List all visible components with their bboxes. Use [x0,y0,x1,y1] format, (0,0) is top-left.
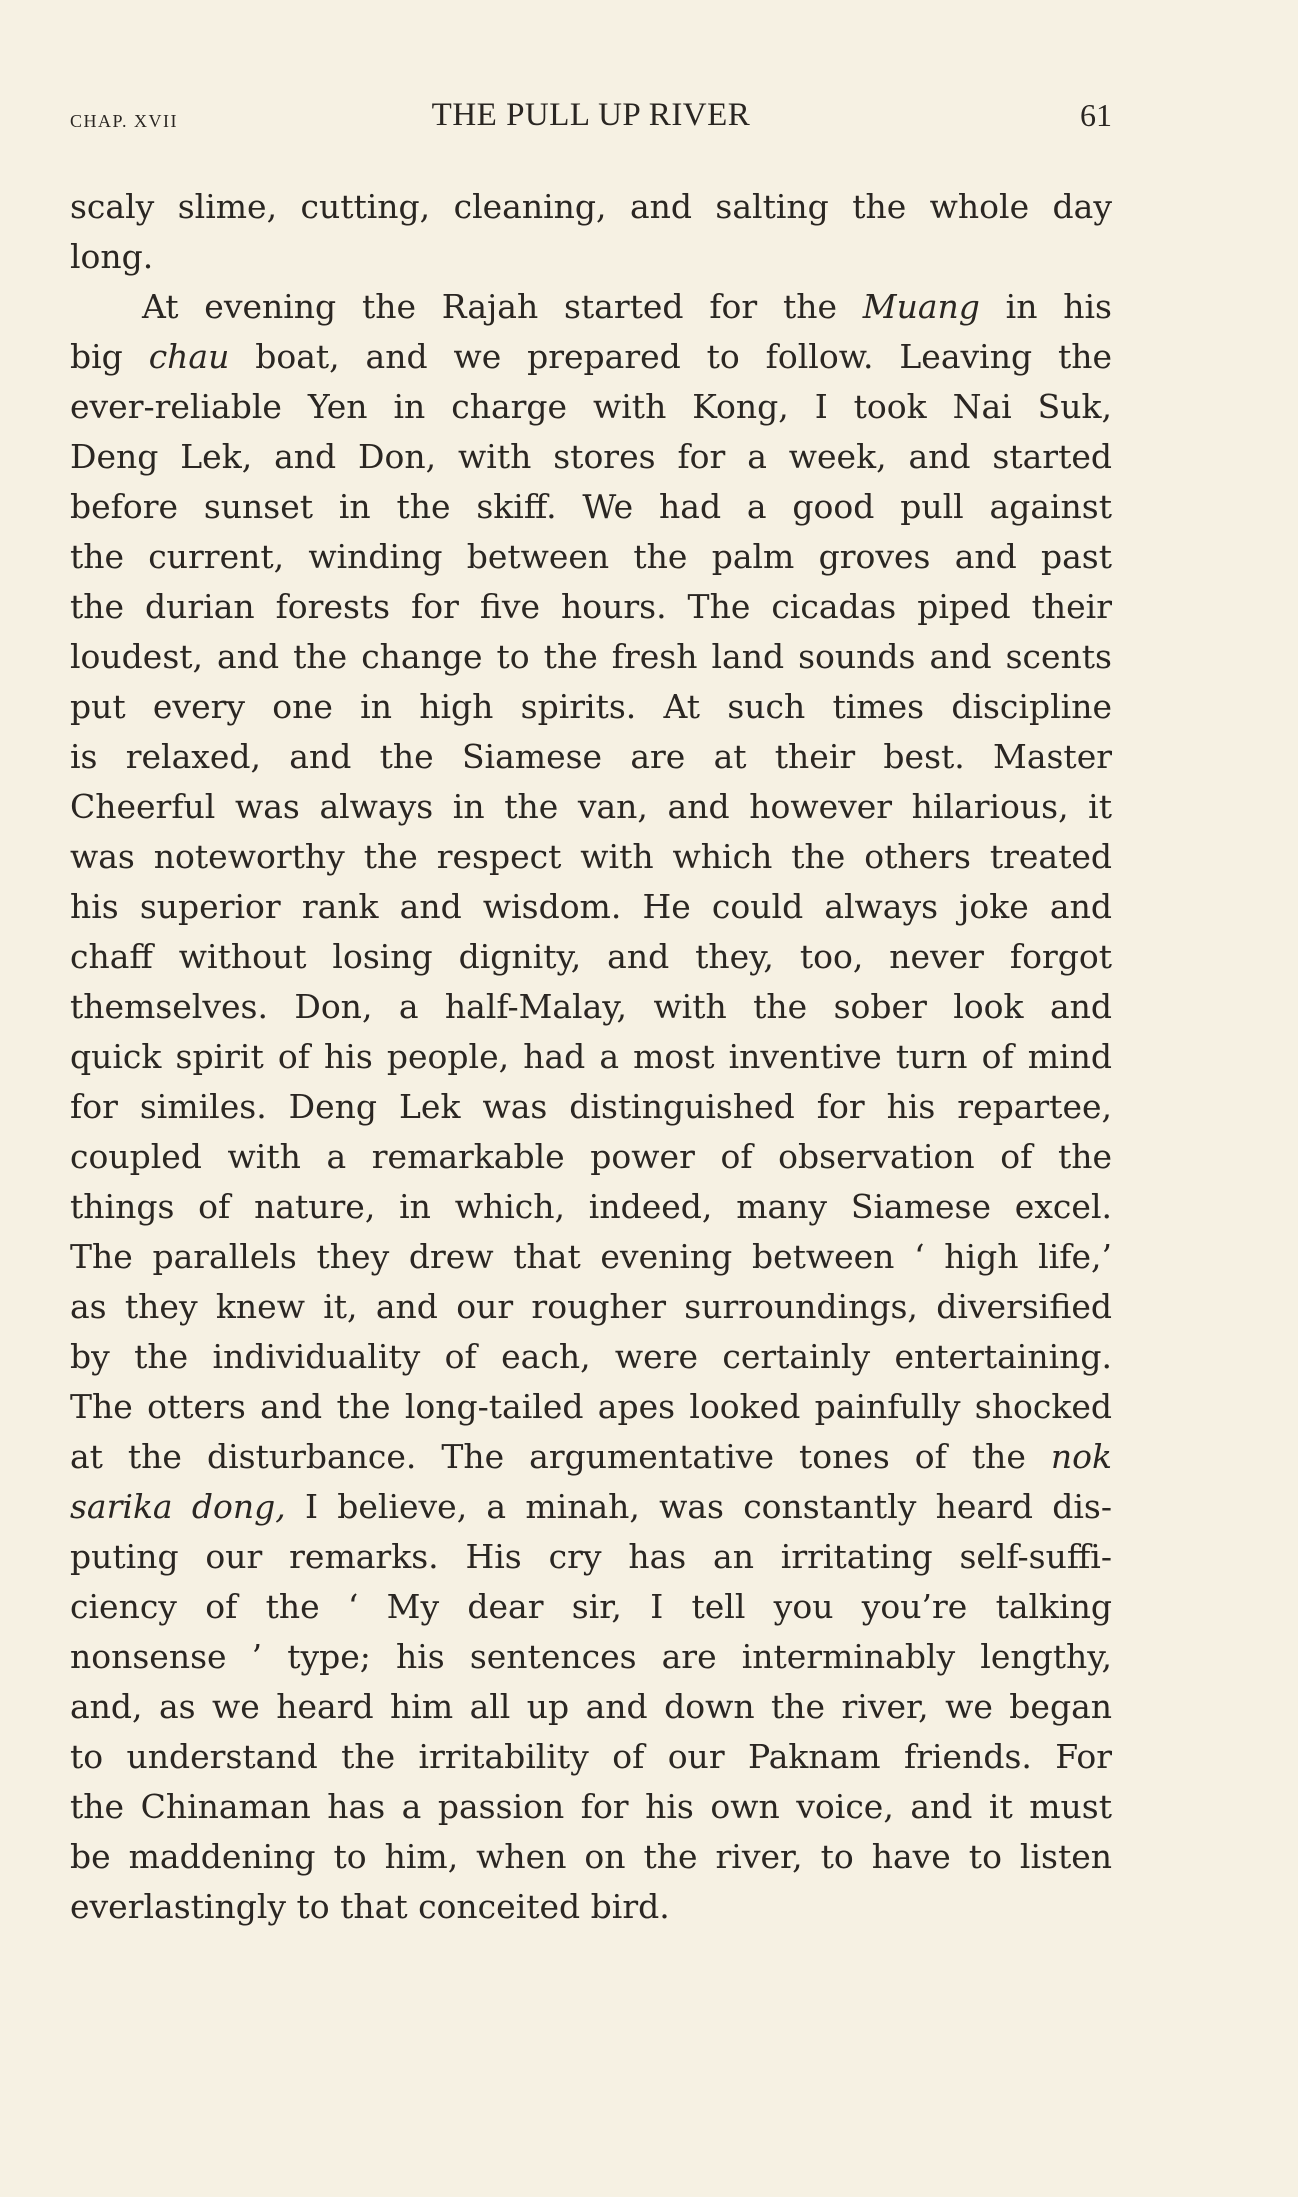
italic-text: Muang [862,287,980,326]
text-segment: themselves. Don, a half-Malay, with the sober look and [70,987,1112,1026]
text-line [70,932,1112,982]
text-line [70,232,1112,282]
running-head [70,97,1112,141]
body-text [70,182,1112,1932]
text-line [70,1232,1112,1282]
text-line [70,1132,1112,1182]
text-line [70,1382,1112,1432]
text-line [70,1482,1112,1532]
text-segment: loudest, and the change to the fresh land sounds and scents [70,637,1112,676]
text-line [70,1282,1112,1332]
text-line [70,1432,1112,1482]
text-segment: ever-reliable Yen in charge with Kong, I took Nai Suk, [70,387,1112,426]
text-segment: big [70,337,149,376]
text-line [70,382,1112,432]
text-line [70,682,1112,732]
text-line [70,1582,1112,1632]
text-segment: chaff without losing dignity, and they, too, never forgot [70,937,1112,976]
text-line [70,1332,1112,1382]
text-segment: before sunset in the skiff. We had a good pull against [70,487,1112,526]
text-line [70,332,1112,382]
text-segment: in his [979,287,1112,326]
text-segment: put every one in high spirits. At such times discipline [70,687,1112,726]
text-segment: The parallels they drew that evening between ‘ high life,’ [70,1237,1112,1276]
italic-text: chau [148,337,230,376]
text-segment: everlastingly to that conceited bird. [70,1887,670,1926]
text-segment: was noteworthy the respect with which the others treated [70,837,1112,876]
text-segment: and, as we heard him all up and down the river, we began [70,1687,1112,1726]
text-segment: the Chinaman has a passion for his own voice, and it must [70,1787,1112,1826]
text-line [70,432,1112,482]
text-line [70,782,1112,832]
text-segment: I believe, a minah, was constantly heard dis- [285,1487,1112,1526]
text-line [70,1032,1112,1082]
text-segment: to understand the irritability of our Paknam friends. For [70,1737,1112,1776]
text-line [70,1632,1112,1682]
text-segment: long. [70,237,154,276]
text-segment: the durian forests for five hours. The cicadas piped their [70,587,1112,626]
text-segment: by the individuality of each, were certainly entertaining. [70,1337,1112,1376]
text-segment: coupled with a remarkable power of observation of the [70,1137,1112,1176]
page-number: 61 [1080,97,1112,133]
text-segment: scaly slime, cutting, cleaning, and salting the whole day [70,187,1112,226]
text-segment: things of nature, in which, indeed, many Siamese excel. [70,1187,1112,1226]
text-line [70,282,1112,332]
text-segment: the current, winding between the palm groves and past [70,537,1112,576]
text-line [70,832,1112,882]
text-segment: puting our remarks. His cry has an irritating self-suffi- [70,1537,1112,1576]
text-line [70,182,1112,232]
text-segment: quick spirit of his people, had a most inventive turn of mind [70,1037,1112,1076]
text-segment: At evening the Rajah started for the [142,287,863,326]
text-segment: be maddening to him, when on the river, to have to listen [70,1837,1112,1876]
text-line [70,532,1112,582]
text-line [70,1082,1112,1132]
text-segment: at the disturbance. The argumentative tones of the [70,1437,1051,1476]
text-segment: for similes. Deng Lek was distinguished for his repartee, [70,1087,1112,1126]
italic-text: sarika dong, [70,1487,286,1526]
text-line [70,1882,1112,1932]
text-line [70,1532,1112,1582]
text-line [70,582,1112,632]
text-line [70,732,1112,782]
chapter-label: CHAP. XVII [70,111,179,131]
text-line [70,632,1112,682]
text-line [70,882,1112,932]
text-segment: ciency of the ‘ My dear sir, I tell you you’re talking [70,1587,1112,1626]
text-segment: Deng Lek, and Don, with stores for a week, and started [70,437,1112,476]
running-title: THE PULL UP RIVER [431,97,751,133]
text-segment: is relaxed, and the Siamese are at their best. Master [70,737,1112,776]
text-segment: boat, and we prepared to follow. Leaving the [229,337,1112,376]
text-line [70,1832,1112,1882]
text-line [70,1682,1112,1732]
text-line [70,1182,1112,1232]
text-segment: The otters and the long-tailed apes looked painfully shocked [70,1387,1112,1426]
italic-text: nok [1050,1437,1112,1476]
text-line [70,1732,1112,1782]
text-segment: as they knew it, and our rougher surroundings, diversified [70,1287,1112,1326]
text-line [70,982,1112,1032]
text-segment: his superior rank and wisdom. He could always joke and [70,887,1112,926]
text-segment: nonsense ’ type; his sentences are interminably lengthy, [70,1637,1112,1676]
text-segment: Cheerful was always in the van, and however hilarious, it [70,787,1112,826]
text-line [70,1782,1112,1832]
text-line [70,482,1112,532]
